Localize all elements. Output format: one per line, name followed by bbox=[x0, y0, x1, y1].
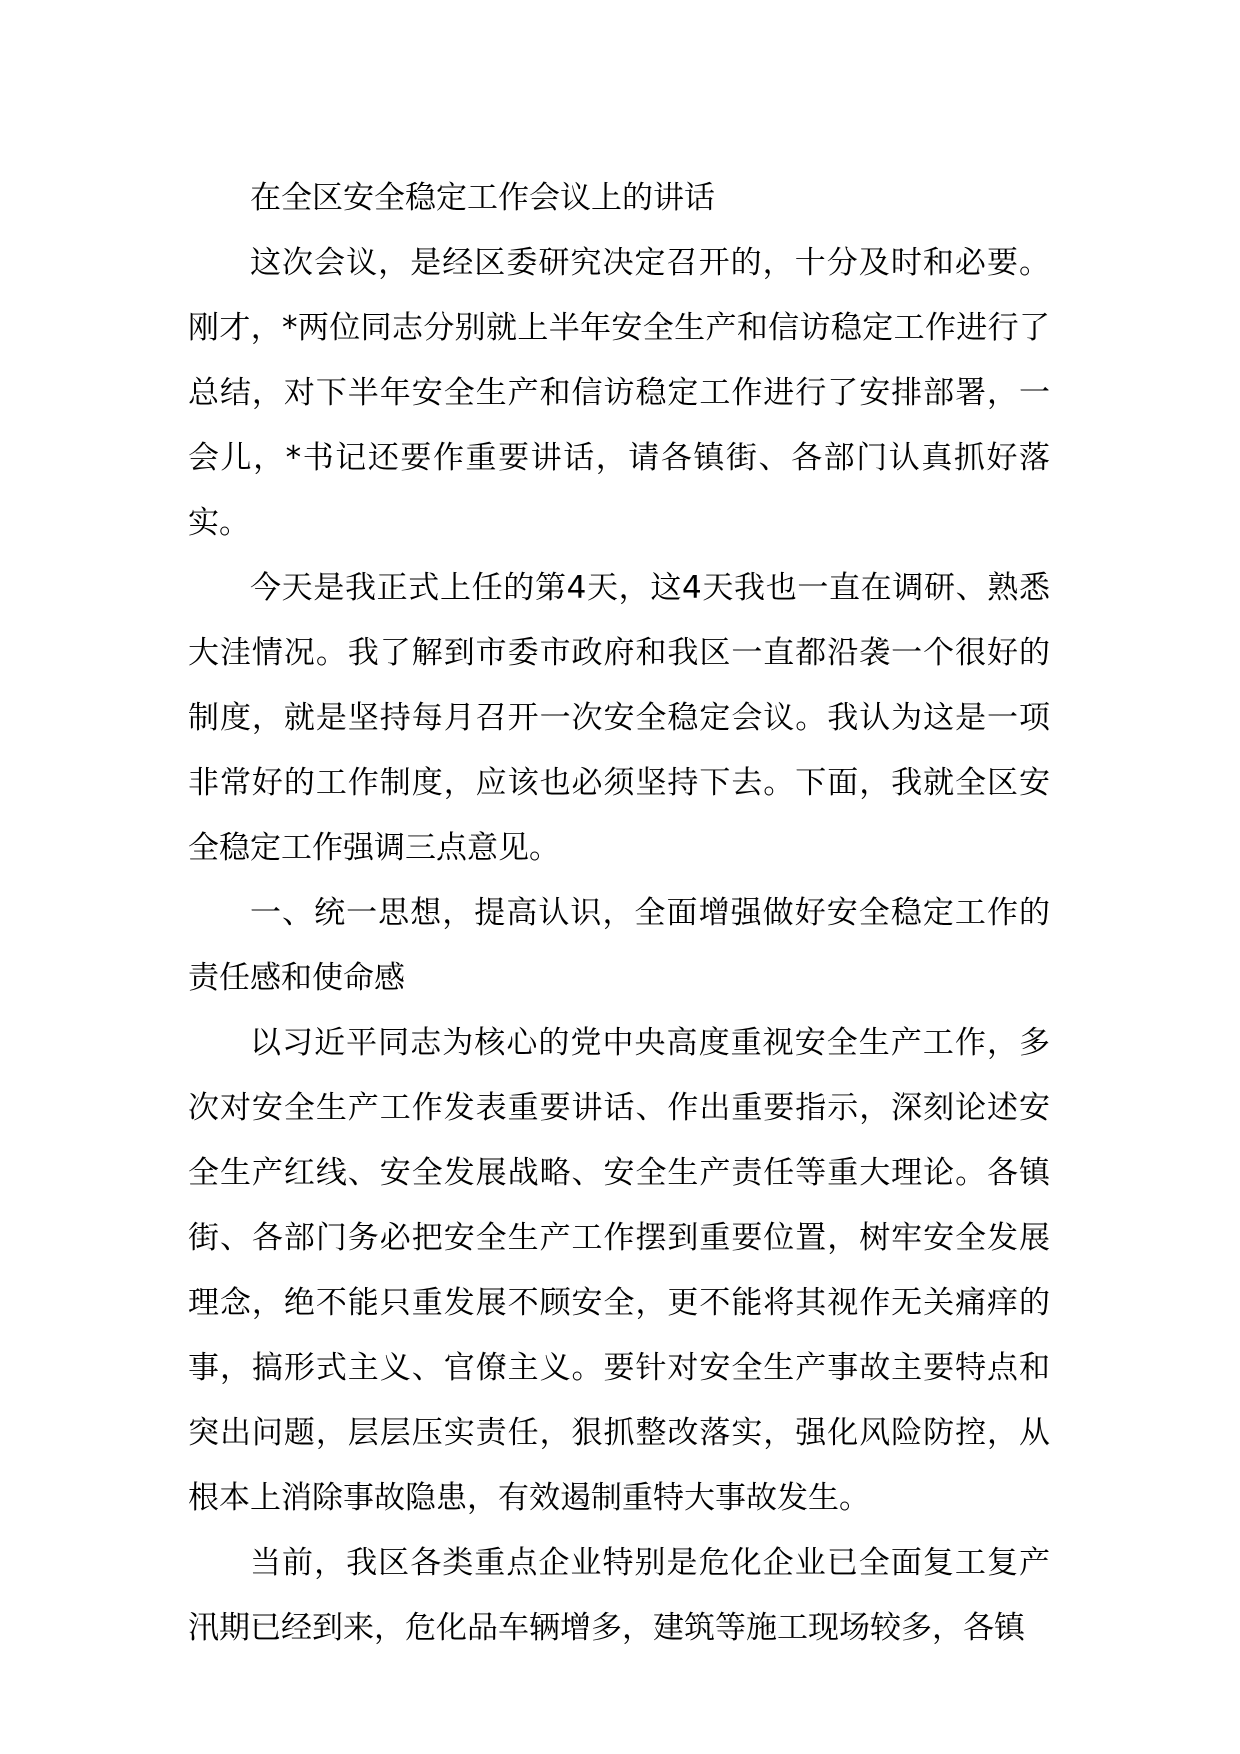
paragraph-current-situation: 当前，我区各类重点企业特别是危化企业已全面复工复产汛期已经到来，危化品车辆增多，建筑等施工现场较多，各镇 bbox=[188, 1545, 1050, 1646]
paragraph-introduction: 今天是我正式上任的第4天，这4天我也一直在调研、熟悉大洼情况。我了解到市委市政府和我区一直都沿袭一个很好的制度，就是坚持每月召开一次安全稳定会议。我认为这是一项非常好的工作制度，应该也必须坚持下去。下面，我就全区安全稳定工作强调三点意见。 bbox=[188, 570, 1050, 866]
paragraph-opening: 这次会议，是经区委研究决定召开的，十分及时和必要。刚才，*两位同志分别就上半年安全生产和信访稳定工作进行了总结，对下半年安全生产和信访稳定工作进行了安排部署，一会儿，*书记还要作重要讲话，请各镇街、各部门认真抓好落实。 bbox=[188, 245, 1050, 541]
document-body bbox=[188, 166, 1050, 1661]
document-title: 在全区安全稳定工作会议上的讲话 bbox=[250, 180, 715, 216]
section-heading-one: 一、统一思想，提高认识，全面增强做好安全稳定工作的责任感和使命感 bbox=[188, 895, 1050, 996]
paragraph-section-one: 以习近平同志为核心的党中央高度重视安全生产工作，多次对安全生产工作发表重要讲话、作出重要指示，深刻论述安全生产红线、安全发展战略、安全生产责任等重大理论。各镇街、各部门务必把安全生产工作摆到重要位置，树牢安全发展理念，绝不能只重发展不顾安全，更不能将其视作无关痛痒的事，搞形式主义、官僚主义。要针对安全生产事故主要特点和突出问题，层层压实责任，狠抓整改落实，强化风险防控，从根本上消除事故隐患，有效遏制重特大事故发生。 bbox=[188, 1025, 1050, 1516]
